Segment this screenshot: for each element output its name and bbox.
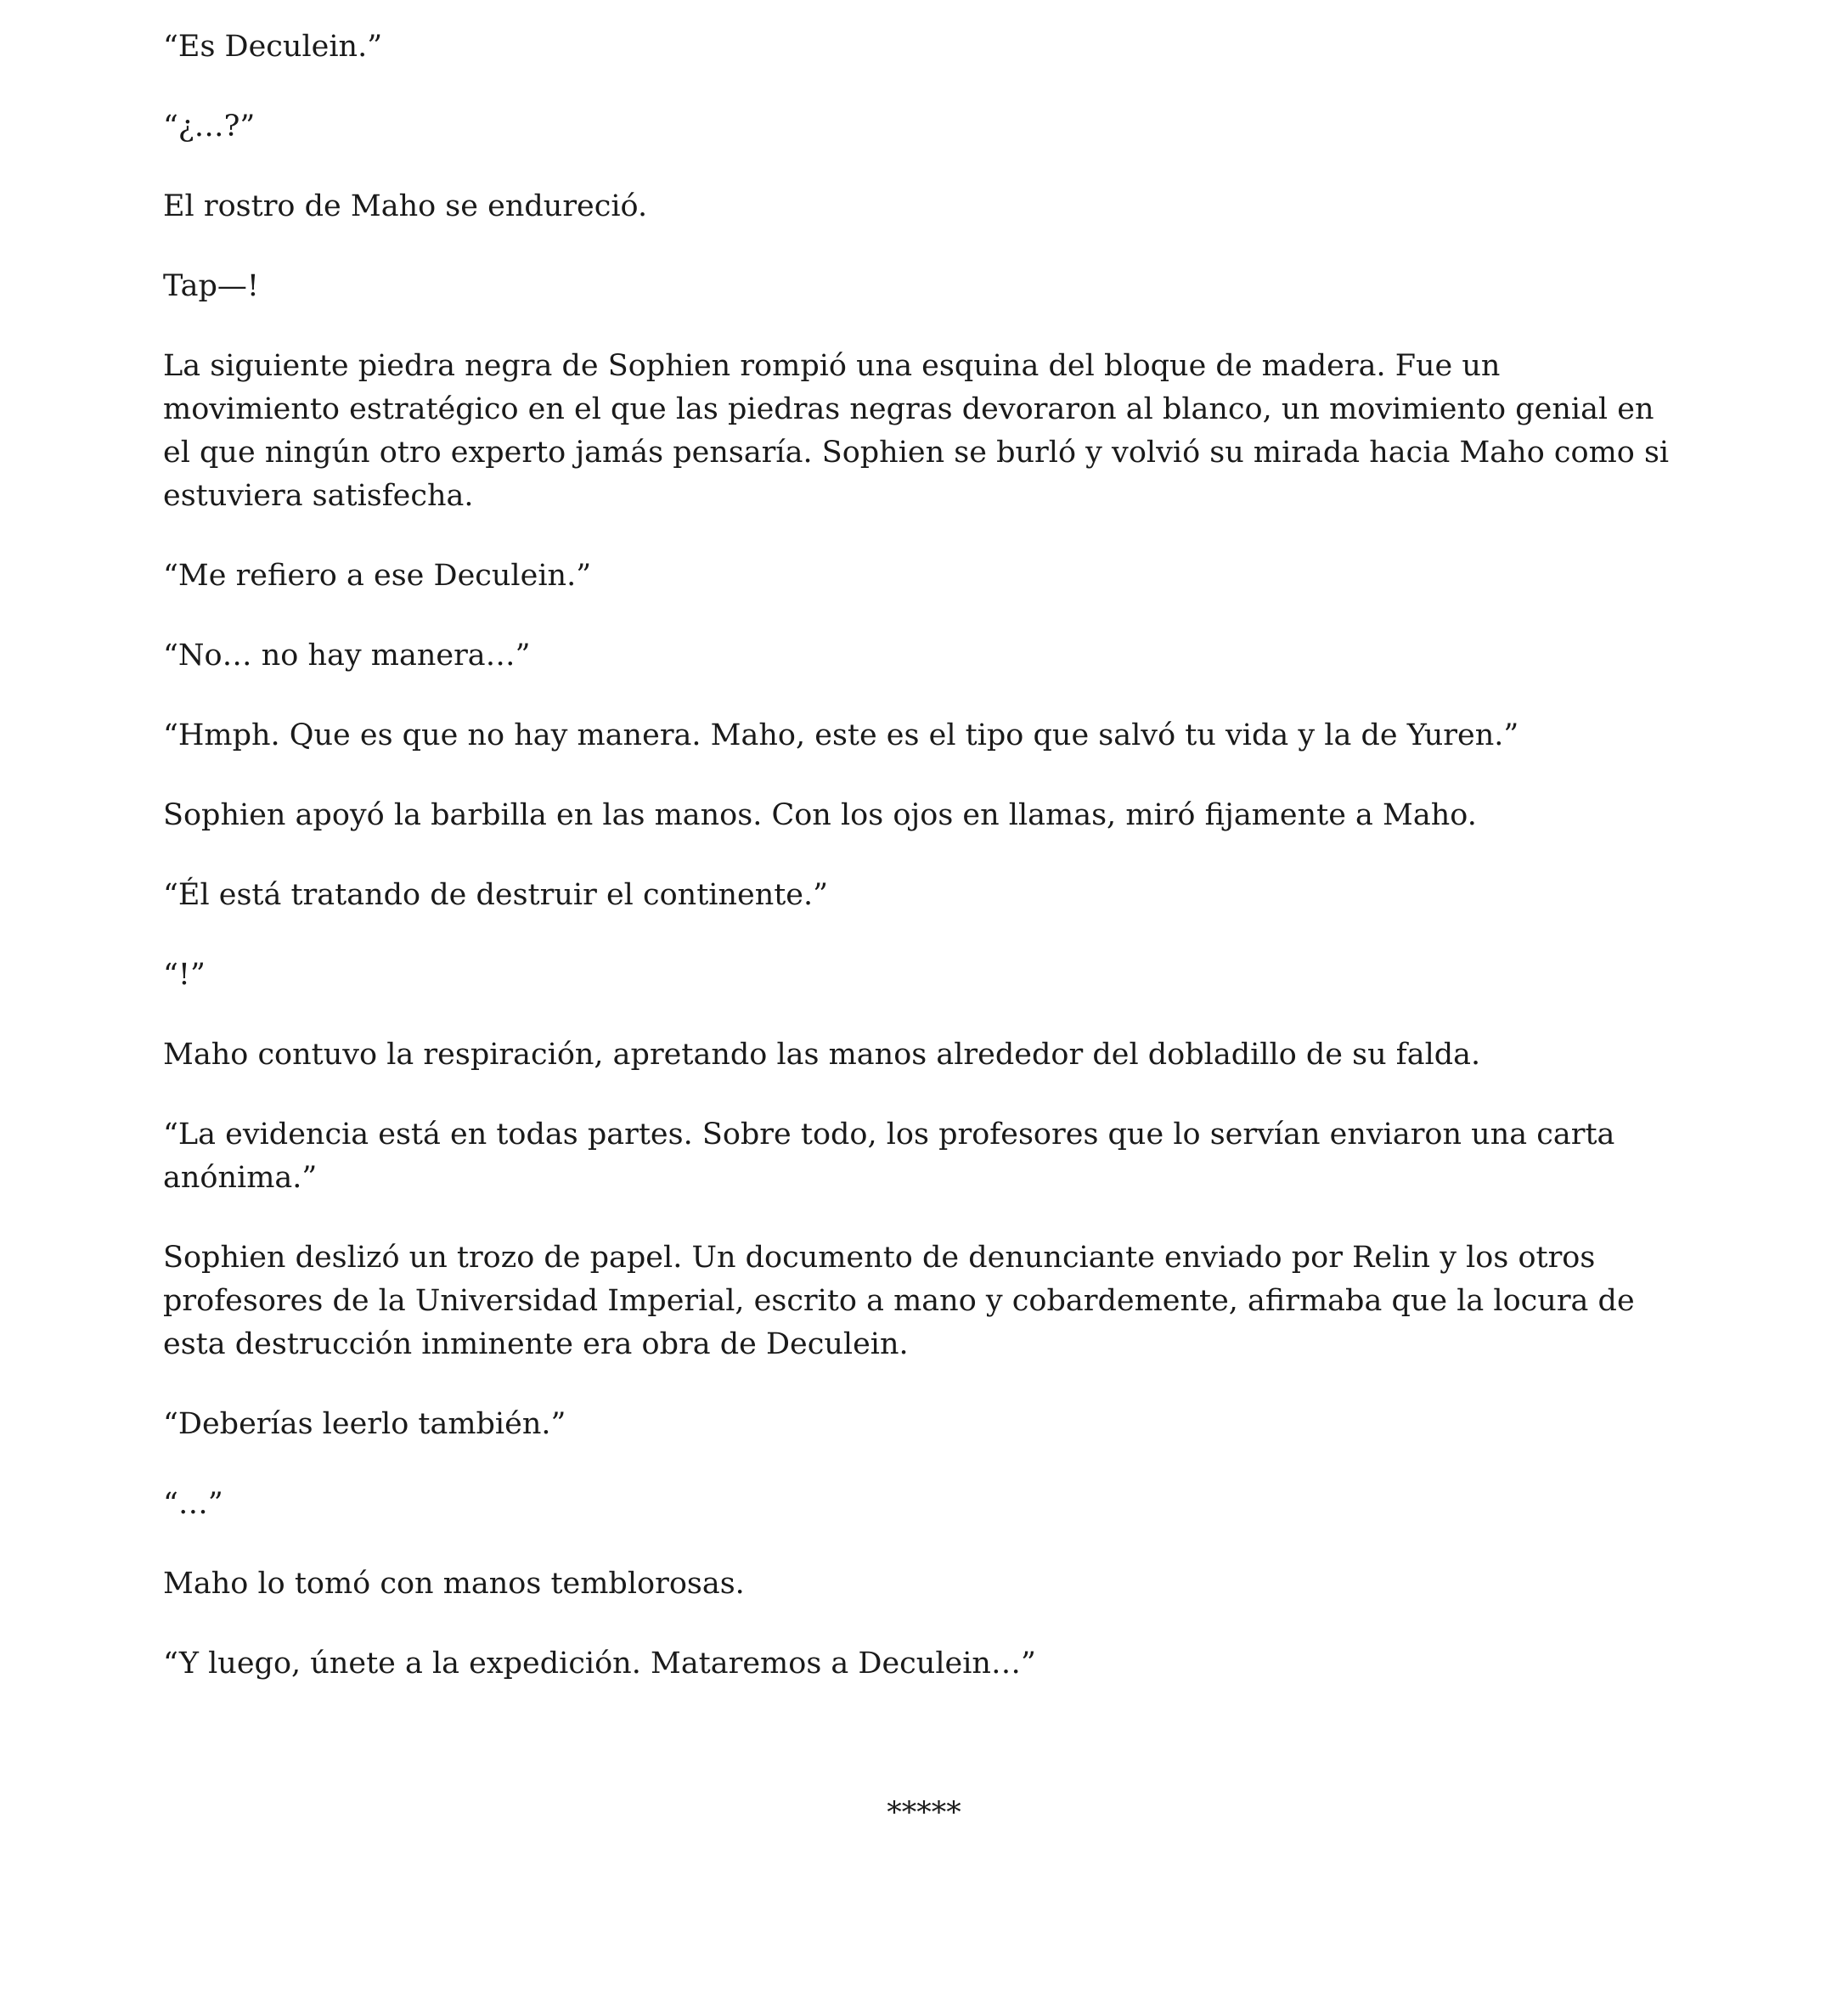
paragraph-17: Maho lo tomó con manos temblorosas. (163, 1567, 745, 1601)
paragraph-12: Maho contuvo la respiración, apretando las manos alrededor del dobladillo de su falda. (163, 1038, 1481, 1072)
paragraph-9: Sophien apoyó la barbilla en las manos. Con los ojos en llamas, miró fijamente a Maho. (163, 798, 1477, 832)
paragraph-16: “…” (163, 1487, 223, 1521)
section-separator: ***** (887, 1796, 961, 1830)
paragraph-15: “Deberías leerlo también.” (163, 1407, 566, 1441)
paragraph-14: Sophien deslizó un trozo de papel. Un documento de denunciante enviado por Relin y los otros profesores de la Universidad Imperial, escrito a mano y cobardemente, afirmaba que la locura de esta destrucción inminente era obra de Deculein. (163, 1241, 1635, 1361)
paragraph-5: La siguiente piedra negra de Sophien rompió una esquina del bloque de madera. Fue un movimiento estratégico en el que las piedras negras devoraron al blanco, un movimiento genial en el que ningún otro experto jamás pensaría. Sophien se burló y volvió su mirada hacia Maho como si estuviera satisfecha. (163, 349, 1670, 513)
paragraph-2: “¿…?” (163, 110, 256, 144)
paragraph-1: “Es Deculein.” (163, 30, 383, 64)
paragraph-10: “Él está tratando de destruir el continente.” (163, 878, 829, 912)
paragraph-3: El rostro de Maho se endureció. (163, 189, 648, 223)
paragraph-18: “Y luego, únete a la expedición. Mataremos a Deculein…” (163, 1647, 1036, 1681)
paragraph-11: “!” (163, 958, 206, 992)
paragraph-13: “La evidencia está en todas partes. Sobre todo, los profesores que lo servían enviaron una carta anónima.” (163, 1118, 1615, 1195)
paragraph-4: Tap—! (163, 269, 259, 303)
paragraph-6: “Me refiero a ese Deculein.” (163, 559, 592, 593)
paragraph-7: “No… no hay manera…” (163, 639, 531, 673)
paragraph-8: “Hmph. Que es que no hay manera. Maho, este es el tipo que salvó tu vida y la de Yuren.” (163, 718, 1519, 752)
document-body (163, 25, 1683, 1722)
